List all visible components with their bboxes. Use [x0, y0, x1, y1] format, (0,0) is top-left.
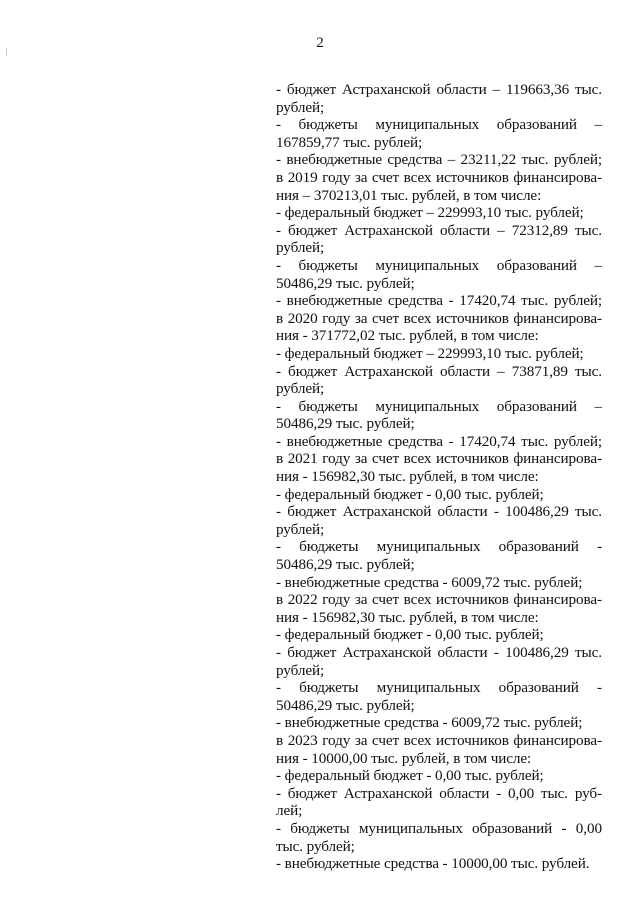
text-line: рублей; [276, 661, 325, 679]
text-line: - федеральный бюджет – 229993,10 тыс. рублей; [276, 204, 584, 222]
text-line: ния - 156982,30 тыс. рублей, в том числе: [276, 468, 539, 486]
text-line: рублей; [276, 239, 325, 257]
text-line: рублей; [276, 520, 325, 538]
page-number: 2 [316, 35, 324, 51]
text-line: - федеральный бюджет - 0,00 тыс. рублей; [276, 767, 544, 785]
text-line: - бюджет Астраханской области - 100486,29 тыс. [276, 644, 602, 661]
text-line: ния - 371772,02 тыс. рублей, в том числе: [276, 327, 539, 345]
text-line: лей; [276, 802, 303, 820]
text-line: - федеральный бюджет - 0,00 тыс. рублей; [276, 626, 544, 644]
text-line: в 2023 году за счет всех источников финансирова- [276, 731, 602, 749]
text-line: в 2021 году за счет всех источников финансирова- [276, 450, 602, 468]
text-line: - бюджет Астраханской области – 73871,89 тыс. [276, 362, 602, 380]
text-line: - бюджет Астраханской области – 72312,89 тыс. [276, 221, 602, 239]
text-line: в 2020 году за счет всех источников финансирова- [276, 309, 602, 327]
text-line: - внебюджетные средства - 6009,72 тыс. рублей; [276, 573, 583, 591]
text-line: - внебюджетные средства – 23211,22 тыс. рублей; [276, 151, 602, 169]
text-line: - федеральный бюджет - 0,00 тыс. рублей; [276, 485, 544, 503]
text-line: - бюджеты муниципальных образований - [276, 679, 602, 697]
text-line: тыс. рублей; [276, 837, 355, 855]
text-line: 50486,29 тыс. рублей; [276, 274, 415, 292]
text-line: ния - 10000,00 тыс. рублей, в том числе: [276, 749, 532, 767]
text-line: - внебюджетные средства - 6009,72 тыс. рублей; [276, 714, 583, 732]
text-line: 50486,29 тыс. рублей; [276, 556, 415, 574]
text-line: ния – 370213,01 тыс. рублей, в том числе: [276, 186, 542, 204]
text-line: - бюджеты муниципальных образований – [276, 397, 602, 415]
text-line: - бюджеты муниципальных образований – [276, 256, 602, 274]
text-line: - бюджет Астраханской области – 119663,36 тыс. [276, 81, 602, 98]
text-line: ния - 156982,30 тыс. рублей, в том числе: [276, 608, 539, 626]
text-line: в 2019 году за счет всех источников финансирова- [276, 168, 602, 186]
text-line: 167859,77 тыс. рублей; [276, 133, 423, 151]
text-line: - федеральный бюджет – 229993,10 тыс. рублей; [276, 344, 584, 362]
text-line: в 2022 году за счет всех источников финансирова- [276, 591, 602, 609]
text-line: - внебюджетные средства - 17420,74 тыс. рублей; [276, 292, 602, 310]
text-line: - внебюджетные средства - 10000,00 тыс. рублей. [276, 855, 590, 873]
text-line: - бюджеты муниципальных образований - 0,00 [276, 819, 602, 837]
text-line: - бюджет Астраханской области - 100486,29 тыс. [276, 503, 602, 521]
text-line: - внебюджетные средства - 17420,74 тыс. рублей; [276, 432, 602, 450]
text-line: - бюджеты муниципальных образований – [276, 116, 602, 134]
text-line: - бюджеты муниципальных образований - [276, 538, 602, 556]
document-text-block [276, 81, 602, 873]
text-line: рублей; [276, 98, 325, 116]
text-line: 50486,29 тыс. рублей; [276, 415, 415, 433]
text-line: рублей; [276, 380, 325, 398]
text-line: 50486,29 тыс. рублей; [276, 696, 415, 714]
text-line: - бюджет Астраханской области - 0,00 тыс. руб- [276, 784, 602, 802]
